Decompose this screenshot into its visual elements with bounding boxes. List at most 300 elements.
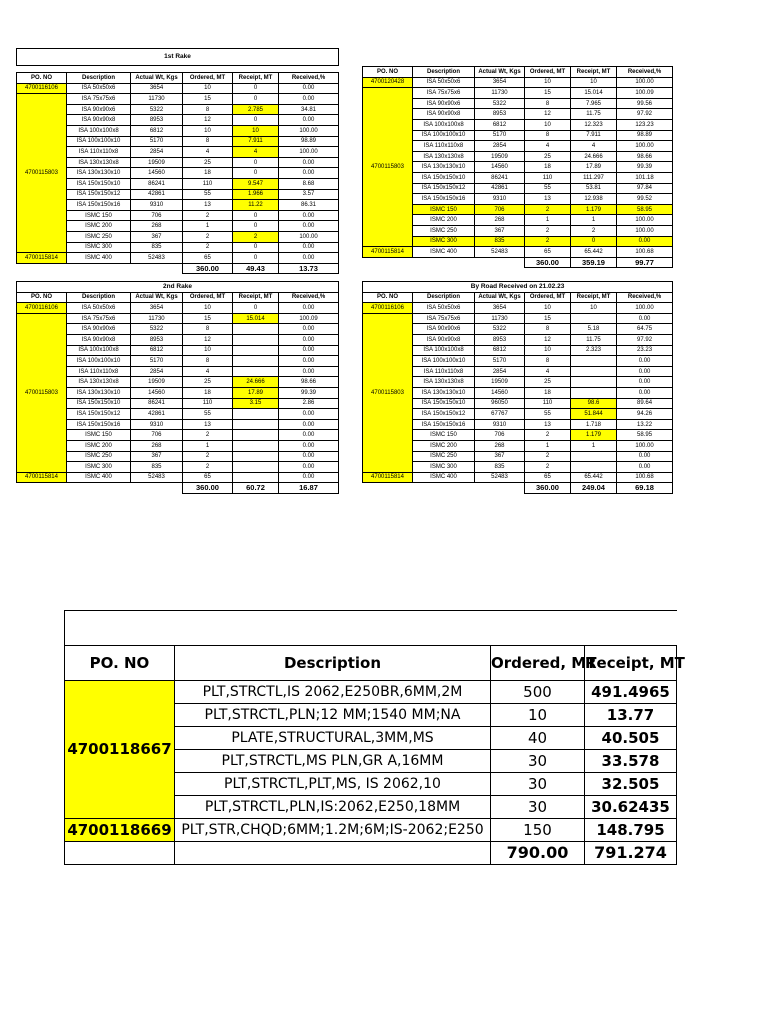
table-cell: ISA 75x75x6 bbox=[67, 313, 131, 324]
table-cell: 52483 bbox=[475, 247, 525, 258]
rake1-table bbox=[16, 48, 339, 274]
table-cell: 0 bbox=[233, 157, 279, 168]
totals-row bbox=[363, 483, 673, 494]
table-cell: 10 bbox=[183, 303, 233, 314]
table-cell: 0.00 bbox=[617, 462, 673, 473]
plates-table bbox=[64, 610, 685, 865]
table-cell: 100.00 bbox=[617, 225, 673, 236]
table-cell: ISA 90x90x6 bbox=[67, 104, 131, 115]
total-cell: 69.18 bbox=[617, 483, 673, 494]
table-cell: 86241 bbox=[131, 178, 183, 189]
table-cell: 835 bbox=[131, 242, 183, 253]
receipt-cell: 491.4965 bbox=[585, 681, 677, 704]
ordered-cell: 30 bbox=[491, 750, 585, 773]
table-cell: ISA 50x50x6 bbox=[67, 83, 131, 94]
totals-row bbox=[17, 483, 339, 494]
table-cell: 123.23 bbox=[617, 119, 673, 130]
po-number: 4700115814 bbox=[17, 253, 67, 264]
table-cell bbox=[233, 366, 279, 377]
table-cell: 42861 bbox=[131, 189, 183, 200]
table-cell: 0.00 bbox=[279, 366, 339, 377]
table-cell: 11730 bbox=[475, 88, 525, 99]
table-cell: 12.323 bbox=[571, 119, 617, 130]
table-cell: 3654 bbox=[475, 77, 525, 88]
col-received-pct: Received,% bbox=[279, 73, 339, 84]
po-number: 4700115803 bbox=[363, 313, 413, 472]
table-cell: 0.00 bbox=[279, 409, 339, 420]
table-cell: 0.00 bbox=[279, 334, 339, 345]
table-cell: 4 bbox=[571, 141, 617, 152]
table-cell: 55 bbox=[183, 189, 233, 200]
table-cell: 17.89 bbox=[571, 162, 617, 173]
table-cell: ISMC 400 bbox=[67, 472, 131, 483]
table-cell: 11730 bbox=[475, 313, 525, 324]
table-cell: 13 bbox=[183, 200, 233, 211]
table-cell: 18 bbox=[525, 387, 571, 398]
table-cell: 4 bbox=[183, 366, 233, 377]
table-cell: 835 bbox=[475, 462, 525, 473]
table-cell: 52483 bbox=[475, 472, 525, 483]
table-cell: 19509 bbox=[475, 151, 525, 162]
table-cell: 110 bbox=[183, 178, 233, 189]
table-cell: ISMC 300 bbox=[67, 242, 131, 253]
table-cell: 268 bbox=[131, 440, 183, 451]
table-cell: 7.965 bbox=[571, 98, 617, 109]
table-cell: 0.00 bbox=[279, 419, 339, 430]
table-cell: 1 bbox=[571, 215, 617, 226]
table-cell: 2 bbox=[183, 451, 233, 462]
col-po: PO. NO bbox=[17, 73, 67, 84]
total-cell: 791.274 bbox=[585, 842, 677, 865]
table-cell: 0.00 bbox=[617, 387, 673, 398]
table-cell: 9.547 bbox=[233, 178, 279, 189]
table-cell: 0.00 bbox=[279, 168, 339, 179]
table-cell: 0 bbox=[233, 221, 279, 232]
table-cell: 10 bbox=[571, 77, 617, 88]
road-title: By Road Received on 21.02.23 bbox=[363, 282, 673, 293]
col-actual-wt: Actual Wt, Kgs bbox=[475, 67, 525, 78]
table-cell: ISA 100x100x8 bbox=[413, 345, 475, 356]
table-cell: 1 bbox=[525, 215, 571, 226]
table-cell: 2 bbox=[525, 225, 571, 236]
table-cell: 18 bbox=[183, 387, 233, 398]
description-cell: PLT,STRCTL,MS PLN,GR A,16MM bbox=[175, 750, 491, 773]
table-cell bbox=[571, 366, 617, 377]
table-cell: 2 bbox=[525, 430, 571, 441]
table-cell: 99.39 bbox=[279, 387, 339, 398]
table-cell: 3654 bbox=[131, 83, 183, 94]
table-cell: 15 bbox=[525, 88, 571, 99]
table-cell: 86.31 bbox=[279, 200, 339, 211]
table-cell: ISMC 200 bbox=[413, 440, 475, 451]
totals-row bbox=[363, 257, 673, 268]
table-cell: ISMC 150 bbox=[413, 430, 475, 441]
table-cell: 5322 bbox=[475, 98, 525, 109]
table-cell bbox=[233, 462, 279, 473]
table-cell: 89.64 bbox=[617, 398, 673, 409]
col-description: Description bbox=[413, 67, 475, 78]
po-number: 4700115814 bbox=[363, 247, 413, 258]
table-cell: 9310 bbox=[475, 419, 525, 430]
table-cell: 2 bbox=[525, 451, 571, 462]
po-number: 4700115803 bbox=[17, 313, 67, 472]
table-cell: 0 bbox=[233, 168, 279, 179]
table-cell: 64.75 bbox=[617, 324, 673, 335]
table-cell: 2.785 bbox=[233, 104, 279, 115]
table-cell: 268 bbox=[475, 215, 525, 226]
table-cell: 8 bbox=[525, 324, 571, 335]
empty-cell bbox=[65, 842, 175, 865]
table-row bbox=[363, 247, 673, 258]
table-cell: 13 bbox=[525, 194, 571, 205]
table-cell: 4 bbox=[525, 141, 571, 152]
table-cell: ISMC 300 bbox=[413, 236, 475, 247]
table-cell: 0.00 bbox=[617, 377, 673, 388]
col-received-pct: Received,% bbox=[279, 292, 339, 303]
table-cell: 0.00 bbox=[279, 115, 339, 126]
table-cell: 65 bbox=[525, 247, 571, 258]
col-actual-wt: Actual Wt, Kgs bbox=[131, 292, 183, 303]
table-cell: 100.00 bbox=[617, 77, 673, 88]
table-cell: 13.22 bbox=[617, 419, 673, 430]
table-cell: 14560 bbox=[475, 162, 525, 173]
table-cell: ISA 110x110x8 bbox=[413, 141, 475, 152]
table-cell: 19509 bbox=[475, 377, 525, 388]
total-cell: 359.19 bbox=[571, 257, 617, 268]
table-cell: 10 bbox=[183, 83, 233, 94]
table-cell: 8 bbox=[183, 324, 233, 335]
table-cell: ISA 100x100x10 bbox=[413, 130, 475, 141]
table-cell: 2 bbox=[183, 430, 233, 441]
table-cell bbox=[233, 440, 279, 451]
table-cell: 55 bbox=[525, 409, 571, 420]
total-cell: 249.04 bbox=[571, 483, 617, 494]
table-cell: 34.81 bbox=[279, 104, 339, 115]
rake1b-table bbox=[362, 66, 673, 268]
table-cell: 98.89 bbox=[617, 130, 673, 141]
table-cell: 1 bbox=[571, 440, 617, 451]
table-cell: 268 bbox=[131, 221, 183, 232]
description-cell: PLT,STRCTL,PLN;12 MM;1540 MM;NA bbox=[175, 704, 491, 727]
table-cell: 100.00 bbox=[617, 215, 673, 226]
table-cell: 268 bbox=[475, 440, 525, 451]
road-table bbox=[362, 281, 673, 494]
col-po: PO. NO bbox=[363, 292, 413, 303]
table-cell bbox=[233, 451, 279, 462]
table-cell: 14560 bbox=[475, 387, 525, 398]
table-cell: 1 bbox=[525, 440, 571, 451]
table-cell: 1 bbox=[183, 221, 233, 232]
table-cell: ISA 75x75x6 bbox=[413, 313, 475, 324]
table-cell: 4 bbox=[183, 147, 233, 158]
table-row bbox=[17, 253, 339, 264]
table-cell: 110 bbox=[525, 398, 571, 409]
table-cell: 24.666 bbox=[233, 377, 279, 388]
table-cell: 18 bbox=[183, 168, 233, 179]
table-cell: ISA 150x150x10 bbox=[413, 398, 475, 409]
table-cell: 2 bbox=[183, 231, 233, 242]
table-row bbox=[363, 472, 673, 483]
table-cell: 0.00 bbox=[617, 236, 673, 247]
table-row bbox=[65, 681, 677, 704]
table-cell: 18 bbox=[525, 162, 571, 173]
table-cell: ISMC 200 bbox=[67, 440, 131, 451]
table-cell: 8953 bbox=[475, 109, 525, 120]
table-cell: 8953 bbox=[131, 334, 183, 345]
table-cell: 2 bbox=[525, 236, 571, 247]
table-row bbox=[65, 819, 677, 842]
table-cell: 65.442 bbox=[571, 247, 617, 258]
table-cell: ISMC 400 bbox=[413, 472, 475, 483]
table-cell bbox=[233, 345, 279, 356]
table-cell: 8953 bbox=[475, 334, 525, 345]
table-cell: 0.00 bbox=[279, 253, 339, 264]
table-cell: 10 bbox=[525, 77, 571, 88]
table-cell: 367 bbox=[475, 451, 525, 462]
table-cell: 2 bbox=[183, 210, 233, 221]
totals-row bbox=[17, 263, 339, 274]
table-cell: 100.00 bbox=[617, 440, 673, 451]
table-cell: 11730 bbox=[131, 313, 183, 324]
table-cell: 14560 bbox=[131, 387, 183, 398]
table-cell: 25 bbox=[183, 157, 233, 168]
table-cell: 55 bbox=[525, 183, 571, 194]
table-cell: 367 bbox=[475, 225, 525, 236]
table-cell: 0 bbox=[233, 210, 279, 221]
total-cell: 360.00 bbox=[525, 483, 571, 494]
table-cell: 96050 bbox=[475, 398, 525, 409]
col-received-pct: Received,% bbox=[617, 67, 673, 78]
table-cell: 13 bbox=[525, 419, 571, 430]
table-cell: ISA 130x130x10 bbox=[413, 162, 475, 173]
table-cell: 2854 bbox=[475, 141, 525, 152]
table-cell: 10 bbox=[183, 125, 233, 136]
table-cell: ISA 150x150x12 bbox=[413, 183, 475, 194]
table-cell: 8.68 bbox=[279, 178, 339, 189]
table-cell: ISA 150x150x12 bbox=[413, 409, 475, 420]
table-cell: 100.00 bbox=[279, 125, 339, 136]
table-cell: ISMC 250 bbox=[413, 225, 475, 236]
table-cell: 0 bbox=[233, 94, 279, 105]
table-cell: 4 bbox=[233, 147, 279, 158]
table-cell: ISMC 150 bbox=[413, 204, 475, 215]
table-row bbox=[17, 313, 339, 324]
table-cell: ISA 150x150x12 bbox=[67, 189, 131, 200]
table-cell: 835 bbox=[475, 236, 525, 247]
ordered-cell: 150 bbox=[491, 819, 585, 842]
receipt-cell: 32.505 bbox=[585, 773, 677, 796]
po-number: 4700118667 bbox=[65, 681, 175, 819]
table-cell: 3654 bbox=[131, 303, 183, 314]
table-cell: 8 bbox=[525, 130, 571, 141]
table-cell: 0 bbox=[233, 83, 279, 94]
empty-cell bbox=[175, 842, 491, 865]
plates-col-receipt: Receipt, MT bbox=[585, 646, 677, 681]
table-cell: 99.56 bbox=[617, 98, 673, 109]
table-cell: 15 bbox=[525, 313, 571, 324]
table-cell bbox=[233, 356, 279, 367]
table-cell: 15 bbox=[183, 313, 233, 324]
table-cell: 100.00 bbox=[279, 231, 339, 242]
table-cell: ISA 110x110x8 bbox=[67, 147, 131, 158]
table-cell: 98.66 bbox=[279, 377, 339, 388]
col-received-pct: Received,% bbox=[617, 292, 673, 303]
table-cell bbox=[233, 430, 279, 441]
table-cell: 12.938 bbox=[571, 194, 617, 205]
table-cell: 52483 bbox=[131, 472, 183, 483]
table-cell bbox=[571, 462, 617, 473]
table-cell: 65 bbox=[525, 472, 571, 483]
table-cell: 100.09 bbox=[279, 313, 339, 324]
table-cell: 8953 bbox=[131, 115, 183, 126]
col-receipt: Receipt, MT bbox=[571, 67, 617, 78]
table-cell: 10 bbox=[183, 345, 233, 356]
table-cell: 7.911 bbox=[233, 136, 279, 147]
description-cell: PLT,STRCTL,PLN,IS:2062,E250,18MM bbox=[175, 796, 491, 819]
table-cell: ISA 150x150x16 bbox=[413, 419, 475, 430]
table-cell: 19509 bbox=[131, 377, 183, 388]
table-cell: 0.00 bbox=[617, 313, 673, 324]
table-cell: 3654 bbox=[475, 303, 525, 314]
table-cell: ISMC 250 bbox=[413, 451, 475, 462]
table-cell: ISMC 200 bbox=[67, 221, 131, 232]
table-cell: 10 bbox=[571, 303, 617, 314]
table-cell: ISMC 200 bbox=[413, 215, 475, 226]
road-body bbox=[363, 303, 673, 494]
ordered-cell: 30 bbox=[491, 796, 585, 819]
table-cell bbox=[571, 313, 617, 324]
ordered-cell: 40 bbox=[491, 727, 585, 750]
table-cell: 5322 bbox=[131, 104, 183, 115]
table-cell: ISA 110x110x8 bbox=[413, 366, 475, 377]
table-cell: ISA 50x50x6 bbox=[413, 77, 475, 88]
table-cell: ISA 100x100x8 bbox=[413, 119, 475, 130]
table-cell: ISA 90x90x8 bbox=[413, 109, 475, 120]
table-cell: ISA 150x150x16 bbox=[67, 419, 131, 430]
table-cell: 6812 bbox=[475, 119, 525, 130]
table-cell: 9310 bbox=[131, 419, 183, 430]
table-cell: ISMC 250 bbox=[67, 451, 131, 462]
plates-col-ordered: Ordered, MT bbox=[491, 646, 585, 681]
po-number: 4700115803 bbox=[17, 94, 67, 253]
table-cell: 13 bbox=[183, 419, 233, 430]
rake2-table bbox=[16, 281, 339, 494]
col-description: Description bbox=[67, 292, 131, 303]
description-cell: PLT,STRCTL,PLT,MS, IS 2062,10 bbox=[175, 773, 491, 796]
description-cell: PLT,STR,CHQD;6MM;1.2M;6M;IS-2062;E250 bbox=[175, 819, 491, 842]
table-cell: ISA 110x110x8 bbox=[67, 366, 131, 377]
table-cell: 12 bbox=[183, 334, 233, 345]
table-cell: ISA 100x100x8 bbox=[67, 345, 131, 356]
table-cell: ISA 90x90x6 bbox=[413, 98, 475, 109]
table-cell bbox=[571, 387, 617, 398]
table-cell: 100.00 bbox=[279, 147, 339, 158]
table-cell: ISA 90x90x6 bbox=[67, 324, 131, 335]
table-cell: 98.66 bbox=[617, 151, 673, 162]
table-cell: 86241 bbox=[131, 398, 183, 409]
table-cell: 0.00 bbox=[279, 210, 339, 221]
table-cell: ISA 130x130x8 bbox=[67, 377, 131, 388]
table-cell bbox=[233, 409, 279, 420]
ordered-cell: 10 bbox=[491, 704, 585, 727]
table-cell: 5322 bbox=[475, 324, 525, 335]
table-cell: 110 bbox=[525, 172, 571, 183]
table-cell: ISMC 300 bbox=[67, 462, 131, 473]
table-cell: 8 bbox=[183, 104, 233, 115]
table-cell: ISA 150x150x16 bbox=[413, 194, 475, 205]
col-actual-wt: Actual Wt, Kgs bbox=[475, 292, 525, 303]
receipt-cell: 40.505 bbox=[585, 727, 677, 750]
table-cell: 100.00 bbox=[617, 303, 673, 314]
po-number: 4700115814 bbox=[363, 472, 413, 483]
receipt-cell: 13.77 bbox=[585, 704, 677, 727]
table-cell: ISA 100x100x10 bbox=[67, 136, 131, 147]
table-cell: 2854 bbox=[131, 147, 183, 158]
table-cell: 8 bbox=[183, 356, 233, 367]
table-cell: 15.014 bbox=[571, 88, 617, 99]
table-cell: ISA 130x130x10 bbox=[413, 387, 475, 398]
ordered-cell: 500 bbox=[491, 681, 585, 704]
total-cell: 99.77 bbox=[617, 257, 673, 268]
rake2-title: 2nd Rake bbox=[17, 282, 339, 293]
table-cell: 15.014 bbox=[233, 313, 279, 324]
po-number: 4700115803 bbox=[363, 88, 413, 247]
table-cell: 100.68 bbox=[617, 472, 673, 483]
table-cell: 5170 bbox=[131, 136, 183, 147]
table-cell: 8 bbox=[525, 356, 571, 367]
po-number: 4700118669 bbox=[65, 819, 175, 842]
table-cell: 110 bbox=[183, 398, 233, 409]
table-cell: 0.00 bbox=[279, 83, 339, 94]
table-cell: 0 bbox=[233, 253, 279, 264]
table-cell: ISA 50x50x6 bbox=[413, 303, 475, 314]
receipt-cell: 148.795 bbox=[585, 819, 677, 842]
table-cell bbox=[571, 451, 617, 462]
rake1b-body bbox=[363, 77, 673, 268]
table-cell: 11.22 bbox=[233, 200, 279, 211]
table-cell: 706 bbox=[131, 210, 183, 221]
col-ordered: Ordered, MT bbox=[525, 292, 571, 303]
table-cell: 10 bbox=[525, 345, 571, 356]
table-cell: ISA 150x150x12 bbox=[67, 409, 131, 420]
table-cell: ISA 130x130x8 bbox=[413, 377, 475, 388]
table-cell: ISA 130x130x10 bbox=[67, 168, 131, 179]
table-cell: 15 bbox=[183, 94, 233, 105]
table-cell: 8 bbox=[525, 98, 571, 109]
table-cell: 2 bbox=[183, 462, 233, 473]
table-cell: 10 bbox=[233, 125, 279, 136]
table-cell: 19509 bbox=[131, 157, 183, 168]
table-cell: 5.18 bbox=[571, 324, 617, 335]
table-cell: 0 bbox=[233, 115, 279, 126]
col-ordered: Ordered, MT bbox=[183, 292, 233, 303]
table-cell: 9310 bbox=[131, 200, 183, 211]
table-cell: ISMC 400 bbox=[413, 247, 475, 258]
table-cell: 65 bbox=[183, 472, 233, 483]
table-cell: 111.297 bbox=[571, 172, 617, 183]
table-cell: 86241 bbox=[475, 172, 525, 183]
table-cell: 706 bbox=[131, 430, 183, 441]
table-row bbox=[17, 472, 339, 483]
description-cell: PLATE,STRUCTURAL,3MM,MS bbox=[175, 727, 491, 750]
total-cell: 360.00 bbox=[525, 257, 571, 268]
total-cell: 60.72 bbox=[233, 483, 279, 494]
table-row bbox=[17, 94, 339, 105]
total-cell: 790.00 bbox=[491, 842, 585, 865]
table-cell: 97.92 bbox=[617, 334, 673, 345]
receipt-cell: 30.62435 bbox=[585, 796, 677, 819]
table-cell: 100.68 bbox=[617, 247, 673, 258]
